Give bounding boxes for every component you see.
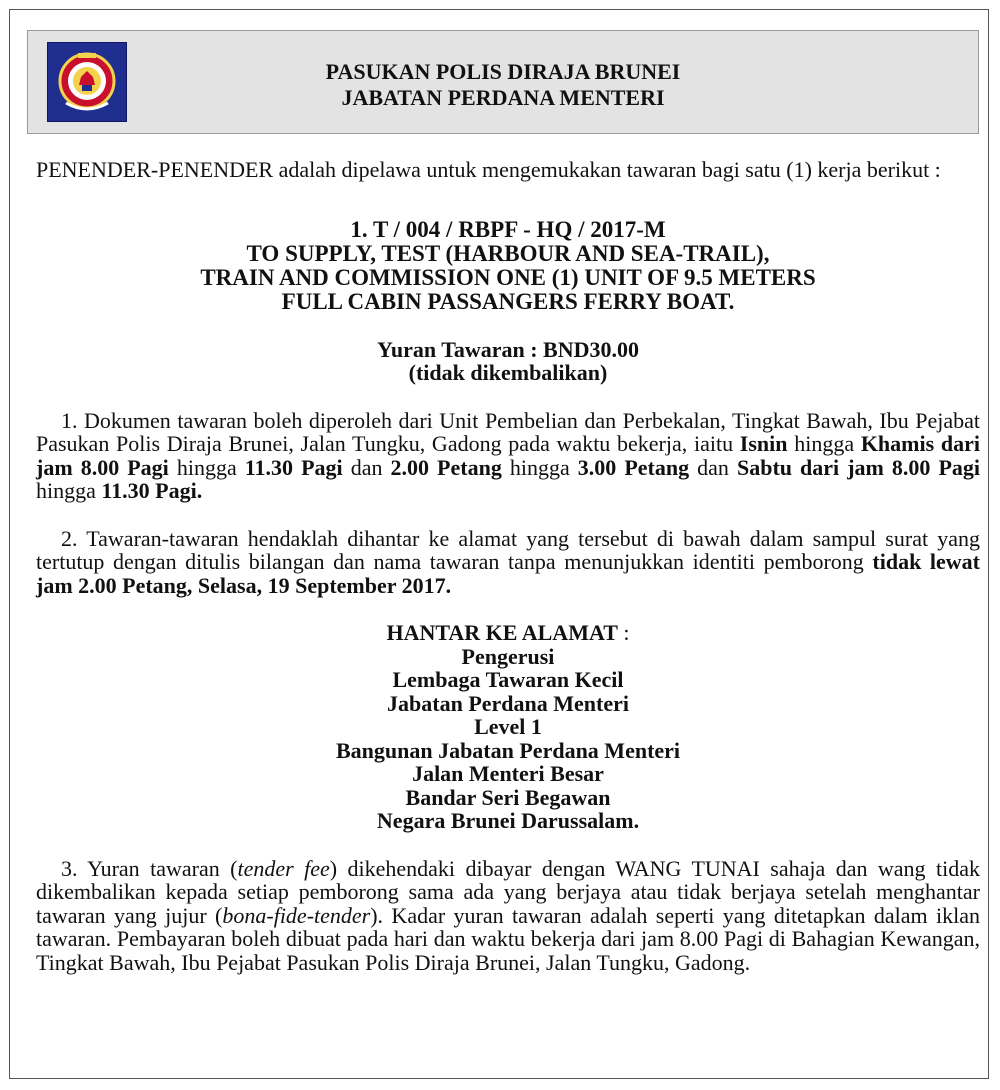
notice-body	[36, 158, 980, 974]
paragraph-1	[36, 409, 980, 503]
address-line: Negara Brunei Darussalam.	[376, 808, 640, 833]
paragraph-1-text: dan	[689, 454, 737, 480]
bold-text: Sabtu dari jam 8.00 Pagi	[736, 454, 980, 480]
paragraph-3-text: ) dikehendaki dibayar dengan WANG TUNAI sahaja dan wang tidak dikembalikan kepada setiap pemborong sama ada yang berjaya atau tidak berjaya setelah menghantar tawaran yang jujur (	[36, 855, 980, 928]
address-heading: HANTAR KE ALAMAT	[386, 620, 618, 645]
bold-text: 11.30 Pagi.	[101, 478, 203, 503]
paragraph-2	[36, 527, 980, 598]
deadline-text: tidak lewat jam 2.00 Petang, Selasa, 19 September 2017.	[36, 549, 980, 598]
bold-text: Khamis dari jam 8.00 Pagi	[36, 431, 980, 480]
paragraph-1-text: 1. Dokumen tawaran boleh diperoleh dari Unit Pembelian dan Perbekalan, Tingkat Bawah, Ibu Pejabat Pasukan Polis Diraja Brunei, Jalan Tungku, Gadong pada waktu bekerja, iaitu	[36, 407, 980, 456]
paragraph-3-text: 3. Yuran tawaran (	[61, 855, 238, 881]
paragraph-3-text: ). Kadar yuran tawaran adalah seperti yang ditetapkan dalam iklan tawaran. Pembayaran boleh dibuat pada hari dan waktu bekerja dari jam 8.00 Pagi di Bahagian Kewangan, Tingkat Bawah, Ibu Pejabat Pasukan Polis Diraja Brunei, Jalan Tungku, Gadong.	[36, 902, 981, 975]
header-line-1: PASUKAN POLIS DIRAJA BRUNEI	[325, 59, 681, 84]
tender-fee: Yuran Tawaran : BND30.00	[376, 336, 640, 362]
tender-fee-note: (tidak dikembalikan)	[408, 360, 608, 385]
tender-title-line: TO SUPPLY, TEST (HARBOUR AND SEA-TRAIL),	[246, 240, 770, 266]
address-line: Bandar Seri Begawan	[405, 784, 611, 810]
tender-reference: 1. T / 004 / RBPF - HQ / 2017-M	[350, 216, 666, 242]
paragraph-1-text: hingga	[501, 454, 578, 480]
tender-title-line: FULL CABIN PASSANGERS FERRY BOAT.	[281, 288, 735, 314]
address-block	[36, 621, 980, 833]
address-heading-colon: :	[617, 620, 630, 645]
notice-header	[27, 30, 979, 134]
header-title	[28, 59, 978, 111]
address-line: Pengerusi	[461, 643, 555, 669]
tender-fee-block	[36, 338, 980, 385]
paragraph-1-text: hingga	[168, 454, 245, 480]
bold-text: 2.00 Petang	[390, 454, 502, 480]
notice-frame	[9, 9, 989, 1079]
italic-text: bona-fide-tender	[222, 902, 371, 928]
paragraph-1-text: hingga	[787, 431, 861, 456]
tender-title-line: TRAIN AND COMMISSION ONE (1) UNIT OF 9.5 METERS	[200, 264, 816, 290]
header-line-2: JABATAN PERDANA MENTERI	[341, 85, 665, 110]
address-line: Jabatan Perdana Menteri	[387, 690, 629, 716]
intro-paragraph: PENENDER-PENENDER adalah dipelawa untuk mengemukakan tawaran bagi satu (1) kerja berikut :	[36, 157, 941, 182]
paragraph-3	[36, 857, 980, 975]
paragraph-1-text: hingga	[36, 478, 102, 503]
address-line: Jalan Menteri Besar	[412, 761, 604, 786]
bold-text: 11.30 Pagi	[244, 454, 343, 480]
italic-text: tender fee	[237, 855, 330, 881]
address-heading-line	[36, 621, 980, 645]
address-line: Lembaga Tawaran Kecil	[392, 667, 624, 692]
tender-title-block	[36, 218, 980, 314]
address-line: Bangunan Jabatan Perdana Menteri	[335, 737, 681, 763]
bold-text: Isnin	[739, 431, 788, 456]
paragraph-1-text: dan	[342, 454, 391, 480]
bold-text: 3.00 Petang	[577, 454, 690, 480]
address-line: Level 1	[474, 714, 542, 739]
paragraph-2-text: 2. Tawaran-tawaran hendaklah dihantar ke alamat yang tersebut di bawah dalam sampul surat yang tertutup dengan ditulis bilangan dan nama tawaran tanpa menunjukkan identiti pemborong	[36, 525, 980, 574]
